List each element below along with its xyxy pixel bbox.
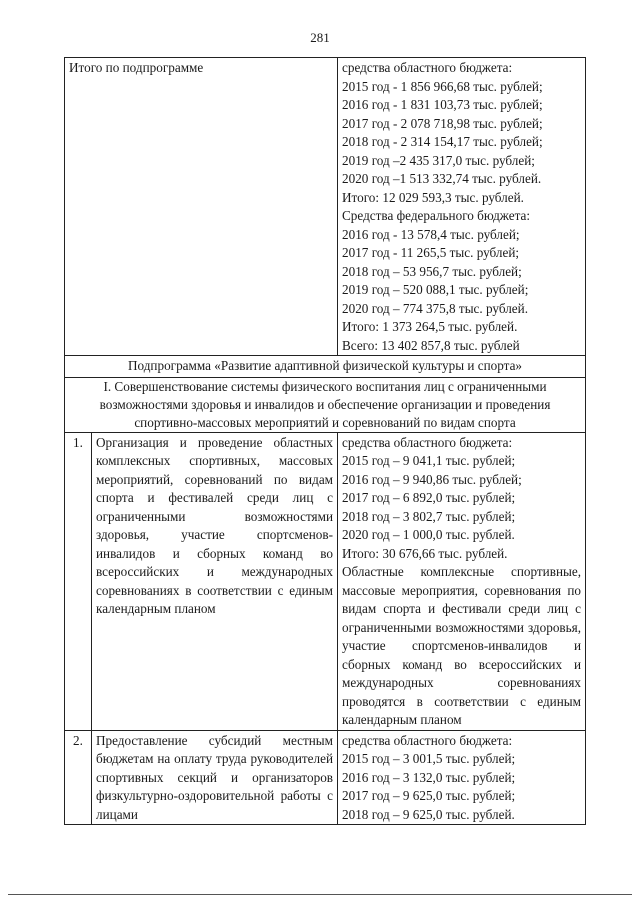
table-row	[65, 432, 586, 730]
funding-line: средства областного бюджета:	[342, 60, 513, 75]
page-number: 281	[310, 30, 330, 45]
funding-line: 2018 год - 2 314 154,17 тыс. рублей;	[342, 134, 543, 149]
item-result: Областные комплексные спортивные, массовые мероприятия, соревнования по видам спорта и фестивали среди лиц с ограниченными возможностями здоровья, участие спортсменов-инвалидов и сборных команд во всероссийских и международных соревнованиях проводятся в соответствии с единым календарным планом	[342, 564, 582, 727]
item-number: 1.	[65, 432, 92, 730]
funding-line: 2019 год –2 435 317,0 тыс. рублей;	[342, 152, 535, 168]
funding-line: 2016 год - 13 578,4 тыс. рублей;	[342, 226, 520, 242]
funding-line: 2020 год –1 513 332,74 тыс. рублей.	[342, 171, 542, 186]
funding-line: Итого: 30 676,66 тыс. рублей.	[342, 545, 508, 561]
section-row	[65, 377, 586, 432]
totals-label: Итого по подпрограмме	[65, 58, 338, 356]
totals-funding	[338, 58, 586, 356]
subprogram-title: Подпрограмма «Развитие адаптивной физической культуры и спорта»	[65, 356, 586, 378]
funding-line: 2019 год – 520 088,1 тыс. рублей;	[342, 282, 529, 297]
funding-line: Средства федерального бюджета:	[342, 208, 531, 223]
funding-line: 2017 год – 9 625,0 тыс. рублей;	[342, 788, 516, 803]
funding-line: 2015 год - 1 856 966,68 тыс. рублей;	[342, 78, 543, 94]
program-table	[64, 57, 586, 825]
funding-line: 2020 год – 1 000,0 тыс. рублей.	[342, 527, 515, 542]
item-description: Организация и проведение областных комплексных спортивных, массовых мероприятий, соревнований по видам спорта и фестивалей среди лиц с ограниченными возможностями здоровья, участие спортсменов-инвалидов и сборных команд во всероссийских и международных соревнованиях в соответствии с единым календарным планом	[92, 432, 338, 730]
funding-line: Итого: 12 029 593,3 тыс. рублей.	[342, 189, 524, 205]
funding-line: 2016 год – 3 132,0 тыс. рублей;	[342, 769, 516, 785]
funding-line: 2018 год – 9 625,0 тыс. рублей.	[342, 806, 515, 822]
funding-line: Всего: 13 402 857,8 тыс. рублей	[342, 337, 520, 353]
table-row	[65, 730, 586, 825]
item-funding	[338, 432, 586, 730]
funding-line: 2015 год – 9 041,1 тыс. рублей;	[342, 453, 516, 468]
funding-line: 2017 год - 2 078 718,98 тыс. рублей;	[342, 115, 543, 131]
funding-line: 2016 год – 9 940,86 тыс. рублей;	[342, 471, 522, 487]
funding-line: Итого: 1 373 264,5 тыс. рублей.	[342, 319, 518, 334]
funding-line: 2018 год – 3 802,7 тыс. рублей;	[342, 508, 516, 524]
item-number: 2.	[65, 730, 92, 825]
item-funding	[338, 730, 586, 825]
totals-row	[65, 58, 586, 356]
subprogram-row	[65, 356, 586, 378]
funding-line: 2015 год – 3 001,5 тыс. рублей;	[342, 751, 516, 766]
page-bottom-rule	[8, 894, 632, 895]
section-title: I. Совершенствование системы физического воспитания лиц с ограниченными возможностями здоровья и инвалидов и обеспечение организации и проведения спортивно-массовых мероприятий и соревнований по видам спорта	[65, 377, 586, 432]
funding-line: 2016 год - 1 831 103,73 тыс. рублей;	[342, 97, 543, 112]
item-description: Предоставление субсидий местным бюджетам на оплату труда руководителей спортивных секций и организаторов физкультурно-оздоровительной работы с лицами	[92, 730, 338, 825]
funding-line: 2020 год – 774 375,8 тыс. рублей.	[342, 300, 529, 316]
funding-line: средства областного бюджета:	[342, 434, 513, 450]
funding-line: средства областного бюджета:	[342, 732, 513, 748]
funding-line: 2017 год - 11 265,5 тыс. рублей;	[342, 245, 520, 260]
funding-line: 2017 год – 6 892,0 тыс. рублей;	[342, 490, 516, 505]
funding-line: 2018 год – 53 956,7 тыс. рублей;	[342, 263, 522, 279]
